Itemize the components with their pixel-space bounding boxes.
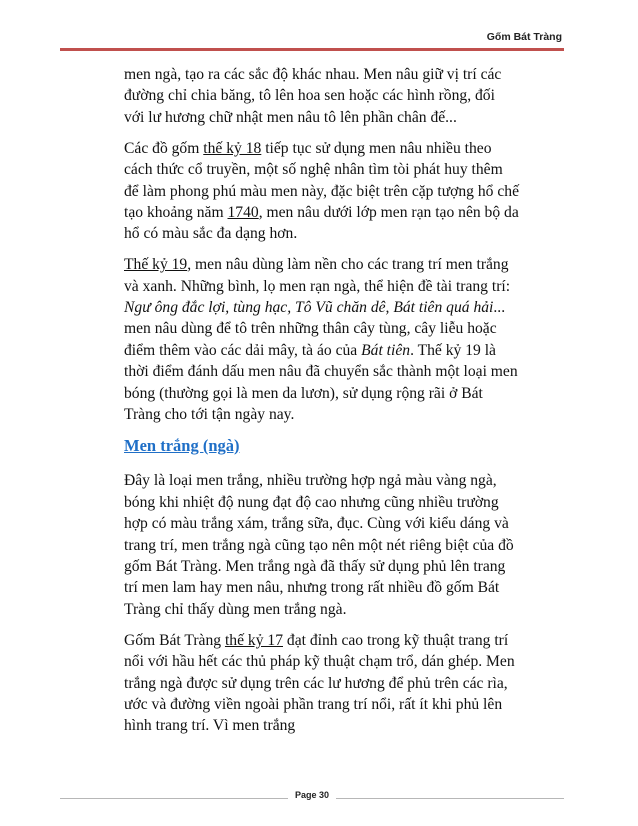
paragraph-3-text-a: , men nâu dùng làm nền cho các trang trí men trắng và xanh. Những bình, lọ men rạn ngà, thể hiện đề tài trang trí: [124, 256, 511, 295]
paragraph-3 [124, 254, 519, 425]
paragraph-3-text-c: . Thế kỷ 19 là thời điểm đánh dấu men nâu đã chuyển sắc thành một loại men bóng (thường gọi là men da lươn), sử dụng rộng rãi ở Bát Tràng cho tới tận ngày nay. [124, 341, 518, 424]
paragraph-2-text-a: Các đồ gốm [124, 139, 204, 157]
paragraph-3-text-b: ... men nâu dùng để tô trên những thân cây tùng, cây liễu hoặc điểm thêm vào các dải mây, tà áo của [124, 299, 506, 359]
footer-rule-left [60, 798, 288, 799]
paragraph-3-italic-a: Ngư ông đắc lợi, tùng hạc, Tô Vũ chăn dê, Bát tiên quá hải [124, 299, 494, 317]
link-the-ky-17[interactable]: thế kỷ 17 [224, 631, 283, 649]
page-footer [60, 790, 564, 806]
footer-rule-right [336, 798, 564, 799]
page-number: Page 30 [294, 790, 330, 800]
link-1740[interactable]: 1740 [227, 203, 259, 221]
document-body [124, 64, 519, 746]
link-the-ky-19[interactable]: Thế kỷ 19 [124, 256, 188, 274]
paragraph-5-text-b: đạt đỉnh cao trong kỹ thuật trang trí nổi với hầu hết các thủ pháp kỹ thuật chạm trổ, dán ghép. Men trắng ngà được sử dụng trên các lư hương để phủ trên các rìa, ước và đường viền ngoài phần trang trí nổi, rất ít khi phủ lên hình trang trí. Vì men trắng [124, 631, 515, 735]
header-title: Gốm Bát Tràng [486, 31, 562, 43]
paragraph-2-text-c: , men nâu dưới lớp men rạn tạo nên bộ da hổ có màu sắc đa dạng hơn. [124, 203, 519, 243]
paragraph-5 [124, 630, 519, 737]
section-heading-men-trang[interactable]: Men trắng (ngà) [124, 436, 240, 455]
paragraph-1: men ngà, tạo ra các sắc độ khác nhau. Men nâu giữ vị trí các đường chỉ chia băng, tô lên hoa sen hoặc các hình rồng, đối với lư hương chữ nhật men nâu tô lên phần chân đế... [124, 66, 502, 126]
page-header [60, 28, 564, 51]
paragraph-2-text-b: tiếp tục sử dụng men nâu nhiều theo cách thức cổ truyền, một số nghệ nhân tìm tòi phát huy thêm để làm phong phú màu men này, đặc biệt trên cặp tượng hổ chế tạo khoảng năm [124, 139, 520, 221]
paragraph-2 [124, 138, 519, 245]
paragraph-4: Đây là loại men trắng, nhiều trường hợp ngả màu vàng ngà, bóng khi nhiệt độ nung đạt độ cao nhưng cũng nhiều trường hợp có màu trắng xám, trắng sữa, đục. Cùng với kiểu dáng và trang trí, men trắng ngà cũng tạo nên một nét riêng biệt của đồ gốm Bát Tràng. Men trắng ngà đã thấy sử dụng phủ lên trang trí men lam hay men nâu, nhưng trong rất nhiều đồ gốm Bát Tràng chỉ thấy dùng men trắng ngà. [124, 472, 514, 618]
paragraph-5-text-a: Gốm Bát Tràng [124, 631, 225, 649]
link-the-ky-18[interactable]: thế kỷ 18 [203, 139, 262, 157]
paragraph-3-italic-b: Bát tiên [361, 341, 411, 359]
